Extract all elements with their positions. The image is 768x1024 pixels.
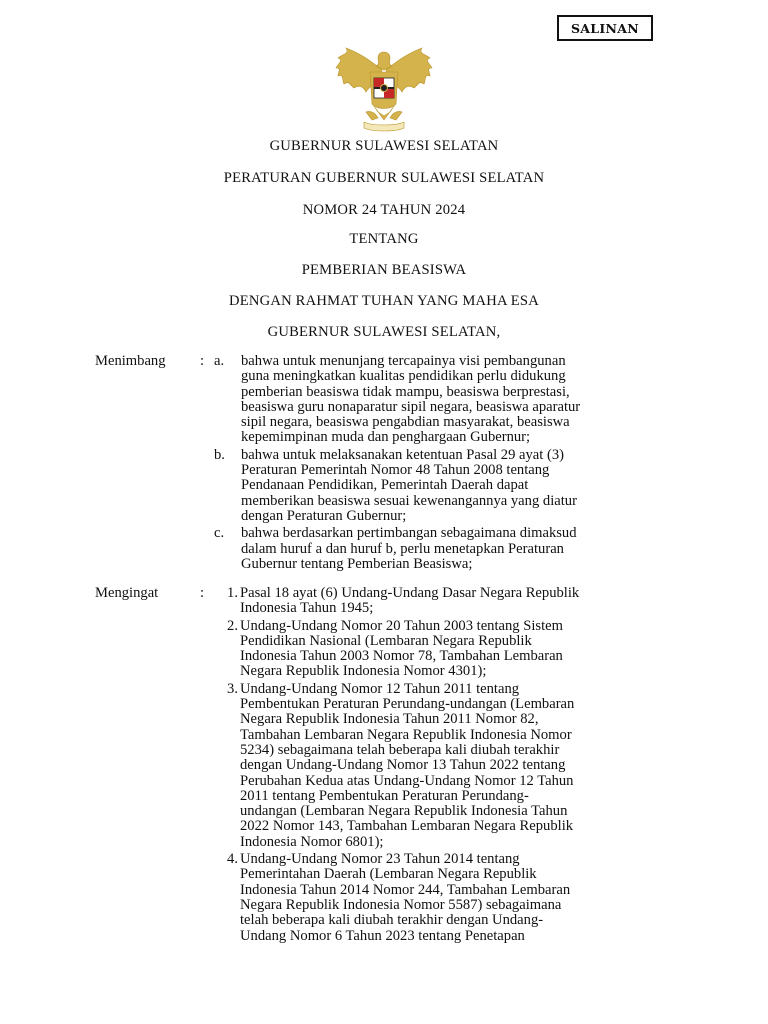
item-marker: 2.	[227, 617, 238, 634]
item-marker: 1.	[227, 585, 238, 601]
item-marker: b.	[214, 446, 225, 463]
item-text: bahwa untuk melaksanakan ketentuan Pasal 29 ayat (3) Peraturan Pemerintah Nomor 48 Tahun 2008 tentang Pendanaan Pendidikan, Pemerintah Daerah dapat memberikan beasiswa sesuai kewenangannya yang diatur dengan Peraturan Gubernur;	[241, 446, 577, 524]
garuda-pancasila-emblem	[332, 40, 436, 132]
regulation-subject: PEMBERIAN BEASISWA	[301, 262, 467, 278]
item-marker: a.	[214, 353, 225, 369]
item-text: Undang-Undang Nomor 12 Tahun 2011 tentang Pembentukan Peraturan Perundang-undangan (Lembaran Negara Republik Indonesia Tahun 2011 Nomor 82, Tambahan Lembaran Negara Republik Indonesia Nomor 5234) sebagaimana telah beberapa kali diubah terakhir dengan Undang-Undang Nomor 13 Tahun 2022 tentang Perubahan Kedua atas Undang-Undang Nomor 12 Tahun 2011 tentang Pembentukan Peraturan Perundang- undangan (Lembaran Negara Republik Indonesia Tahun 2022 Nomor 143, Tambahan Lembaran Negara Republik Indonesia Nomor 6801);	[240, 680, 575, 850]
salinan-badge: SALINAN	[557, 15, 653, 41]
list-item	[214, 852, 674, 944]
list-item	[214, 682, 674, 850]
list-item	[214, 586, 674, 617]
list-item	[214, 354, 674, 446]
item-text: bahwa untuk menunjang tercapainya visi pembangunan guna meningkatkan kualitas pendidikan perlu didukung pemberian beasiswa tidak mampu, beasiswa berprestasi, beasiswa guru nonaparatur sipil negara, beasiswa aparatur sipil negara, beasiswa pengabdian masyarakat, beasiswa kepemimpinan muda dan penghargaan Gubernur;	[241, 353, 581, 446]
item-marker: 4.	[227, 851, 238, 868]
list-item	[214, 448, 674, 524]
blessing-line: DENGAN RAHMAT TUHAN YANG MAHA ESA	[229, 293, 539, 309]
governor-heading: GUBERNUR SULAWESI SELATAN	[269, 138, 499, 154]
mengingat-colon: :	[200, 585, 205, 601]
item-text: bahwa berdasarkan pertimbangan sebagaimana dimaksud dalam huruf a dan huruf b, perlu menetapkan Peraturan Gubernur tentang Pemberian Beasiswa;	[241, 525, 577, 572]
list-item	[214, 619, 674, 680]
menimbang-list	[214, 354, 674, 574]
list-item	[214, 526, 674, 572]
item-text: Undang-Undang Nomor 20 Tahun 2003 tentang Sistem Pendidikan Nasional (Lembaran Negara Republik Indonesia Tahun 2003 Nomor 78, Tambahan Lembaran Negara Republik Indonesia Nomor 4301);	[240, 617, 563, 680]
mengingat-label: Mengingat	[95, 585, 159, 601]
about-label: TENTANG	[349, 231, 419, 247]
regulation-title: PERATURAN GUBERNUR SULAWESI SELATAN	[223, 170, 545, 186]
item-marker: c.	[214, 525, 225, 542]
item-marker: 3.	[227, 680, 238, 697]
item-text: Pasal 18 ayat (6) Undang-Undang Dasar Negara Republik Indonesia Tahun 1945;	[240, 585, 580, 617]
regulation-number: NOMOR 24 TAHUN 2024	[302, 202, 466, 218]
mengingat-list	[214, 586, 674, 946]
menimbang-label: Menimbang	[95, 353, 166, 369]
menimbang-colon: :	[200, 353, 205, 369]
item-text: Undang-Undang Nomor 23 Tahun 2014 tentang Pemerintahan Daerah (Lembaran Negara Republik Indonesia Tahun 2014 Nomor 244, Tambahan Lembaran Negara Republik Indonesia Nomor 5587) sebagaimana telah beberapa kali diubah terakhir dengan Undang- Undang Nomor 6 Tahun 2023 tentang Penetapan	[240, 851, 571, 944]
governor-salutation: GUBERNUR SULAWESI SELATAN,	[267, 324, 501, 340]
